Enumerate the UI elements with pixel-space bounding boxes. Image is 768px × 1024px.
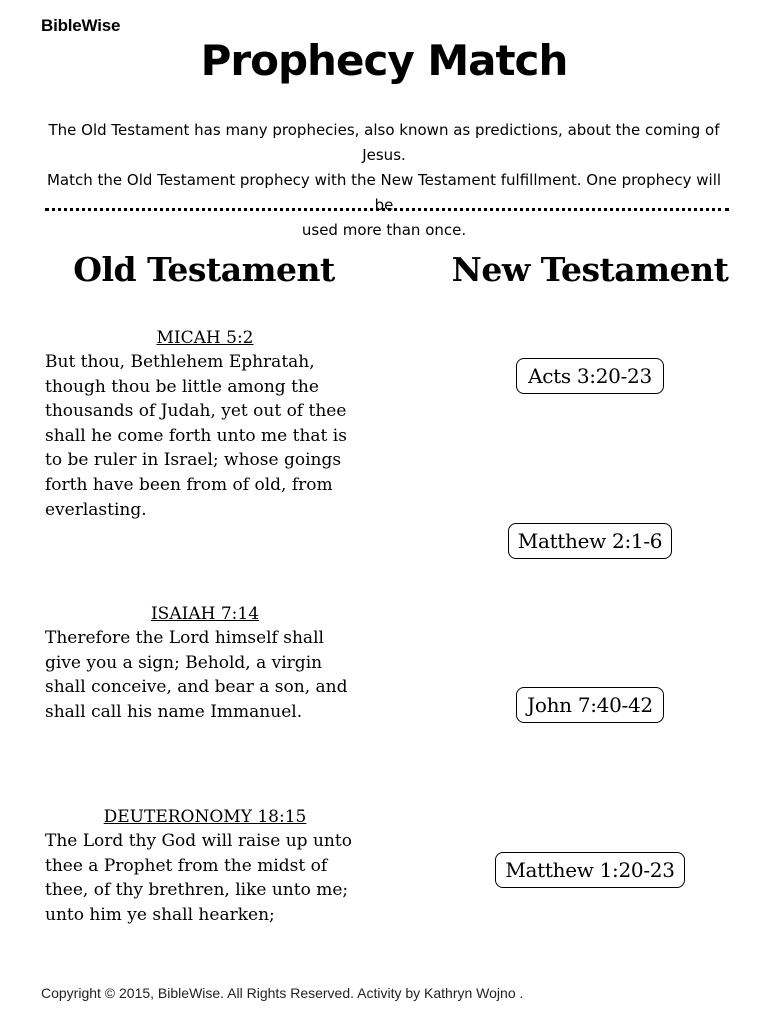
verse-line: shall he come forth unto me that is <box>45 425 347 446</box>
prophecy-isaiah <box>45 602 365 724</box>
prophecy-text <box>45 829 365 927</box>
prophecy-micah <box>45 326 365 522</box>
verse-line: shall conceive, and bear a son, and <box>45 677 348 698</box>
old-testament-heading: Old Testament <box>73 250 335 289</box>
prophecy-reference: ISAIAH 7:14 <box>150 604 260 624</box>
verse-line: thee, of thy brethren, like unto me; <box>45 880 349 901</box>
prophecy-text <box>45 626 365 724</box>
verse-line: thousands of Judah, yet out of thee <box>45 401 347 422</box>
verse-line: shall call his name Immanuel. <box>45 701 303 722</box>
fulfillment-box[interactable]: Matthew 2:1-6 <box>508 523 672 559</box>
verse-line: give you a sign; Behold, a virgin <box>45 652 323 673</box>
copyright-footer: Copyright © 2015, BibleWise. All Rights Reserved. Activity by Kathryn Wojno . <box>41 985 524 1001</box>
new-testament-heading: New Testament <box>451 250 729 289</box>
prophecy-text <box>45 350 365 522</box>
instructions <box>36 118 732 243</box>
verse-line: unto him ye shall hearken; <box>45 904 275 925</box>
verse-line: to be ruler in Israel; whose goings <box>45 450 342 471</box>
verse-line: everlasting. <box>45 499 147 520</box>
prophecy-reference: MICAH 5:2 <box>156 328 254 348</box>
instructions-line: Match the Old Testament prophecy with the New Testament fulfillment. One prophecy will be <box>46 171 722 214</box>
instructions-line: The Old Testament has many prophecies, also known as predictions, about the coming of Jesus. <box>48 121 720 164</box>
verse-line: thee a Prophet from the midst of <box>45 855 328 876</box>
verse-line: forth have been from of old, from <box>45 474 333 495</box>
verse-line: Therefore the Lord himself shall <box>45 628 324 648</box>
verse-line: The Lord thy God will raise up unto <box>45 831 352 851</box>
instructions-line: used more than once. <box>301 221 467 239</box>
page-title: Prophecy Match <box>200 36 568 85</box>
prophecy-deuteronomy <box>45 805 365 927</box>
fulfillment-box[interactable]: Matthew 1:20-23 <box>495 852 685 888</box>
verse-line: But thou, Bethlehem Ephratah, <box>45 352 315 372</box>
prophecy-reference: DEUTERONOMY 18:15 <box>103 807 307 827</box>
verse-line: though thou be little among the <box>45 376 319 397</box>
fulfillment-box[interactable]: Acts 3:20-23 <box>516 358 664 394</box>
dotted-divider <box>45 208 729 211</box>
fulfillment-box[interactable]: John 7:40-42 <box>516 687 664 723</box>
brand-logo: BibleWise <box>41 16 121 35</box>
